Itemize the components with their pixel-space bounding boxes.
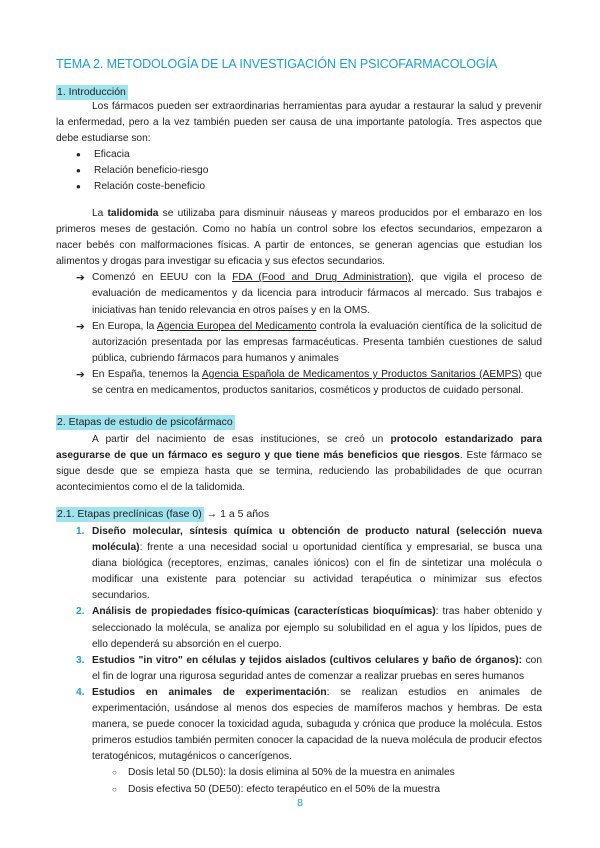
section-heading-etapas — [56, 416, 235, 428]
list-item — [56, 524, 542, 604]
section-heading-label: 2.1. Etapas preclínicas (fase 0) — [57, 508, 202, 520]
text-run: controla la evaluación científica de la solicitud de autorización presentada por las empresas farmacéuticas. Presenta también cuestiones de salud pública, cubriendo fármacos para humanos y animales — [92, 320, 542, 364]
section-heading-label: 1. Introducción — [57, 86, 126, 98]
heading-suffix: → 1 a 5 años — [206, 508, 270, 520]
bold-term: talidomida — [107, 208, 159, 219]
bullet-list — [56, 147, 542, 195]
text-run: con el fin de lograr una rigurosa seguridad antes de comenzar a realizar pruebas en seres humanos — [92, 654, 542, 682]
list-item — [56, 367, 542, 399]
step-number: 4. — [76, 686, 85, 698]
list-item — [56, 653, 542, 685]
paragraph — [56, 432, 542, 496]
paragraph — [56, 206, 542, 270]
text-run: La — [92, 208, 108, 219]
step-number: 1. — [76, 526, 85, 537]
text-run: : tras haber obtenido y seleccionado la molécula, se analiza por ejemplo su solubilidad en el agua y los lípidos, pues de ello dependerá su absorción en el cuerpo. — [92, 606, 543, 650]
section-heading-preclinicas — [56, 508, 269, 520]
text-run: A partir del nacimiento de esas instituciones, se creó un — [92, 434, 391, 445]
agency-list — [56, 270, 542, 399]
list-item — [56, 319, 542, 367]
text-run: . Este fármaco se sigue desde que se empieza hasta que se termina, reduciendo las probabilidades de que ocurran acontecimientos como el de la talidomida. — [56, 450, 542, 494]
section-body-preclinicas — [56, 524, 542, 798]
step-title: Estudios "in vitro" en células y tejidos aislados (cultivos celulares y baño de órganos): — [92, 654, 523, 666]
list-item: ● Relación beneficio-riesgo — [56, 163, 542, 179]
steps-list — [56, 524, 542, 765]
bold-term: protocolo estandarizado para asegurarse de que un fármaco es seguro y que tiene más beneficios que riesgos — [56, 434, 542, 462]
step-title: Análisis de propiedades físico-químicas (características bioquímicas) — [92, 606, 436, 618]
arrow-icon: ➔ — [76, 272, 85, 285]
arrow-icon: ➔ — [76, 368, 85, 381]
text-run: , que vigila el proceso de evaluación de medicamentos y da licencia para introducir fármacos al mercado. Sus trabajos e iniciativas han tenido relevancia en otros países y en la OMS. — [92, 272, 543, 316]
step-title: Estudios en animales de experimentación — [92, 686, 327, 698]
list-item — [56, 270, 542, 318]
list-item: ○ Dosis letal 50 (DL50): la dosis elimina al 50% de la muestra en animales — [56, 765, 542, 781]
section-body-talidomida — [56, 206, 542, 399]
agency-link[interactable]: FDA (Food and Drug Administration) — [232, 272, 411, 284]
text-run: : frente a una necesidad social u oportunidad científica y empresarial, se busca una diana biológica (receptores, enzimas, canales iónicos) con el fin de sintetizar una molécula o modificar una existente para potenciar su actividad terapéutica o minimizar sus efectos secundarios. — [92, 542, 542, 602]
dose-list — [56, 765, 542, 797]
arrow-icon: ➔ — [76, 320, 85, 333]
step-number: 2. — [76, 606, 85, 618]
list-item: ● Relación coste-beneficio — [56, 179, 542, 195]
step-number: 3. — [76, 654, 85, 666]
text-run: que se centra en medicamentos, productos sanitarios, cosméticos y productos de cuidado personal. — [92, 368, 543, 397]
list-item: ○ Dosis efectiva 50 (DE50): efecto terapéutico en el 50% de la muestra — [56, 782, 542, 798]
paragraph: Los fármacos pueden ser extraordinarias herramientas para ayudar a restaurar la salud y prevenir la enfermedad, pero a la vez también pueden ser causa de una importante patología. Tres aspectos que debe estudiarse son: — [56, 101, 542, 145]
section-heading-introduccion — [56, 86, 128, 98]
list-item — [56, 685, 542, 765]
agency-link[interactable]: Agencia Española de Medicamentos y Productos Sanitarios (AEMPS) — [202, 368, 522, 380]
text-run: En Europa, la — [92, 320, 157, 332]
list-item — [56, 604, 542, 652]
section-body-introduccion — [56, 99, 542, 196]
page-number: 8 — [297, 797, 303, 809]
text-run: En España, tenemos la — [92, 368, 202, 380]
section-heading-label: 2. Etapas de estudio de psicofármaco — [57, 416, 233, 428]
step-title: Diseño molecular, síntesis química u obtención de producto natural (selección nueva molécula) — [92, 526, 542, 554]
section-body-etapas — [56, 432, 542, 496]
page-title: TEMA 2. METODOLOGÍA DE LA INVESTIGACIÓN EN PSICOFARMACOLOGÍA — [56, 57, 498, 71]
text-run: se utilizaba para disminuir náuseas y mareos producidos por el embarazo en los primeros meses de gestación. Como no había un control sobre los efectos secundarios, empezaron a nacer bebés con malformaciones físicas. A partir de entonces, se generan agencias que estudian los alimentos y drogas para investigar su eficacia y sus efectos secundarios. — [56, 208, 542, 268]
agency-link[interactable]: Agencia Europea del Medicamento — [156, 320, 317, 332]
text-run: : se realizan estudios en animales de experimentación, usándose al menos dos especies de mamíferos machos y hembras. De esta manera, se puede conocer la toxicidad aguda, subaguda y crónica que produce la molécula. Estos primeros estudios también permiten conocer la capacidad de la nueva molécula de producir efectos teratogénicos, mutagénicos o cancerígenos. — [92, 686, 542, 763]
list-item: ● Eficacia — [56, 147, 542, 163]
text-run: Comenzó en EEUU con la — [92, 272, 233, 284]
